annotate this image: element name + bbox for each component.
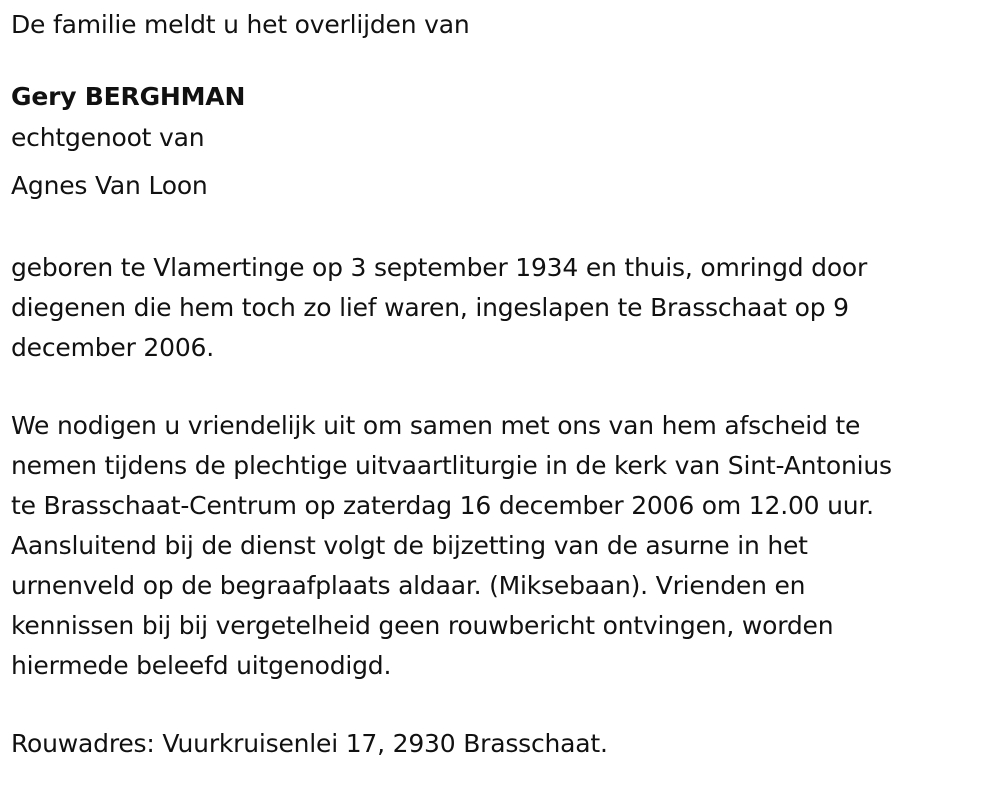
birth-line: geboren te Vlamertinge op 3 september 1934 en thuis, omringd door: [11, 253, 868, 282]
birth-line: diegenen die hem toch zo lief waren, ingeslapen te Brasschaat op 9: [11, 293, 849, 322]
ceremony-line: nemen tijdens de plechtige uitvaartliturgie in de kerk van Sint-Antonius: [11, 451, 892, 480]
intro-text: De familie meldt u het overlijden van: [11, 10, 470, 39]
ceremony-line: urnenveld op de begraafplaats aldaar. (Miksebaan). Vrienden en: [11, 571, 806, 600]
spouse-name: Agnes Van Loon: [11, 171, 208, 200]
address-paragraph: [11, 724, 1000, 764]
ceremony-line: te Brasschaat-Centrum op zaterdag 16 december 2006 om 12.00 uur.: [11, 491, 874, 520]
ceremony-line: kennissen bij bij vergetelheid geen rouwbericht ontvingen, worden: [11, 611, 834, 640]
mourning-address: Rouwadres: Vuurkruisenlei 17, 2930 Brasschaat.: [11, 729, 608, 758]
birth-paragraph: [11, 248, 1000, 368]
ceremony-line: We nodigen u vriendelijk uit om samen met ons van hem afscheid te: [11, 411, 861, 440]
ceremony-paragraph: [11, 406, 1000, 686]
relation-label: echtgenoot van: [11, 123, 205, 152]
ceremony-line: Aansluitend bij de dienst volgt de bijzetting van de asurne in het: [11, 531, 808, 560]
birth-line: december 2006.: [11, 333, 214, 362]
ceremony-line: hiermede beleefd uitgenodigd.: [11, 651, 392, 680]
deceased-name: Gery BERGHMAN: [11, 82, 246, 111]
